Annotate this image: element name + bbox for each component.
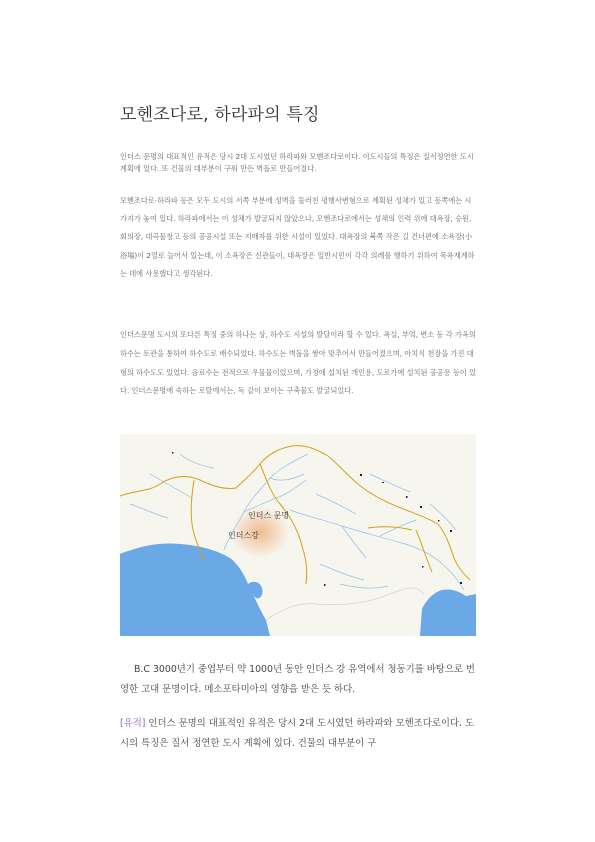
ruins-text: 인더스 문명의 대표적인 유적은 당시 2대 도시였던 하라파와 모헨조다로이다. 도시의 특징은 질서 정연한 도시 계획에 있다. 건물의 대부분이 구 — [120, 718, 474, 749]
ruins-tag: [유적] — [120, 718, 146, 729]
paragraph-ruins — [120, 714, 482, 754]
indus-map — [120, 434, 476, 636]
map-label-civilization: 인더스 문명 — [248, 511, 290, 520]
paragraph-ruins-intro: 인더스 문명의 대표적인 유적은 당시 2대 도시였던 하라파와 모헨조다로이다. 이도시들의 특징은 질서정연한 도시계획에 있다. 또 건물의 대부분이 구워 만든 벽돌로 만들어졌다. — [120, 152, 474, 173]
paragraph-citadel: 모헨조다로·하라파 등은 모두 도시의 서쪽 부분에 성벽을 둘러친 평행사변형으로 계획된 성채가 있고 동쪽에는 시가지가 놓여 있다. 하라파에서는 이 성채가 발굴되지 않았으나, 모헨조다로에서는 성채의 인력 위에 대욕장, 승원, 회의장, 대곡물창고 등의 공공시설 또는 지배자를 위한 시설이 있었다. 대욕장의 북쪽 작은 길 건너편에 소욕장(小浴場)이 2열로 늘어서 있는데, 이 소욕장은 신관들이, 대욕장은 일반시민이 각각 의례를 행하기 위하여 목욕재계하는 데에 사용했다고 생각된다. — [120, 196, 475, 278]
paragraph-sewer: 인더스문명 도시의 또다른 특징 중의 하나는 상, 하수도 시설의 발달이라 할 수 있다. 욕실, 부엌, 변소 등 각 가옥의 하수는 토관을 통하여 하수도로 배수되었다. 하수도는 벽돌을 쌓아 맞추어서 만들어졌으며, 아치식 천장을 가진 대형의 하수도도 있었다. 음료수는 전적으로 우물물이었으며, 가정에 설치된 개인용, 도로가에 설치된 공공용 등이 있다. 인더스문명에 속하는 로탈에서는, 독 같이 보이는 구축물도 발굴되었다. — [120, 330, 476, 396]
paragraph-overview — [120, 660, 482, 700]
map-label-river: 인더스강 — [228, 531, 259, 540]
overview-text: B.C 3000년기 중엽부터 약 1000년 동안 인더스 강 유역에서 청동기를 바탕으로 번영한 고대 문명이다. 메소포타미아의 영향을 받은 듯 하다. — [120, 664, 475, 695]
page-title: 모헨조다로, 하라파의 특징 — [120, 105, 320, 125]
